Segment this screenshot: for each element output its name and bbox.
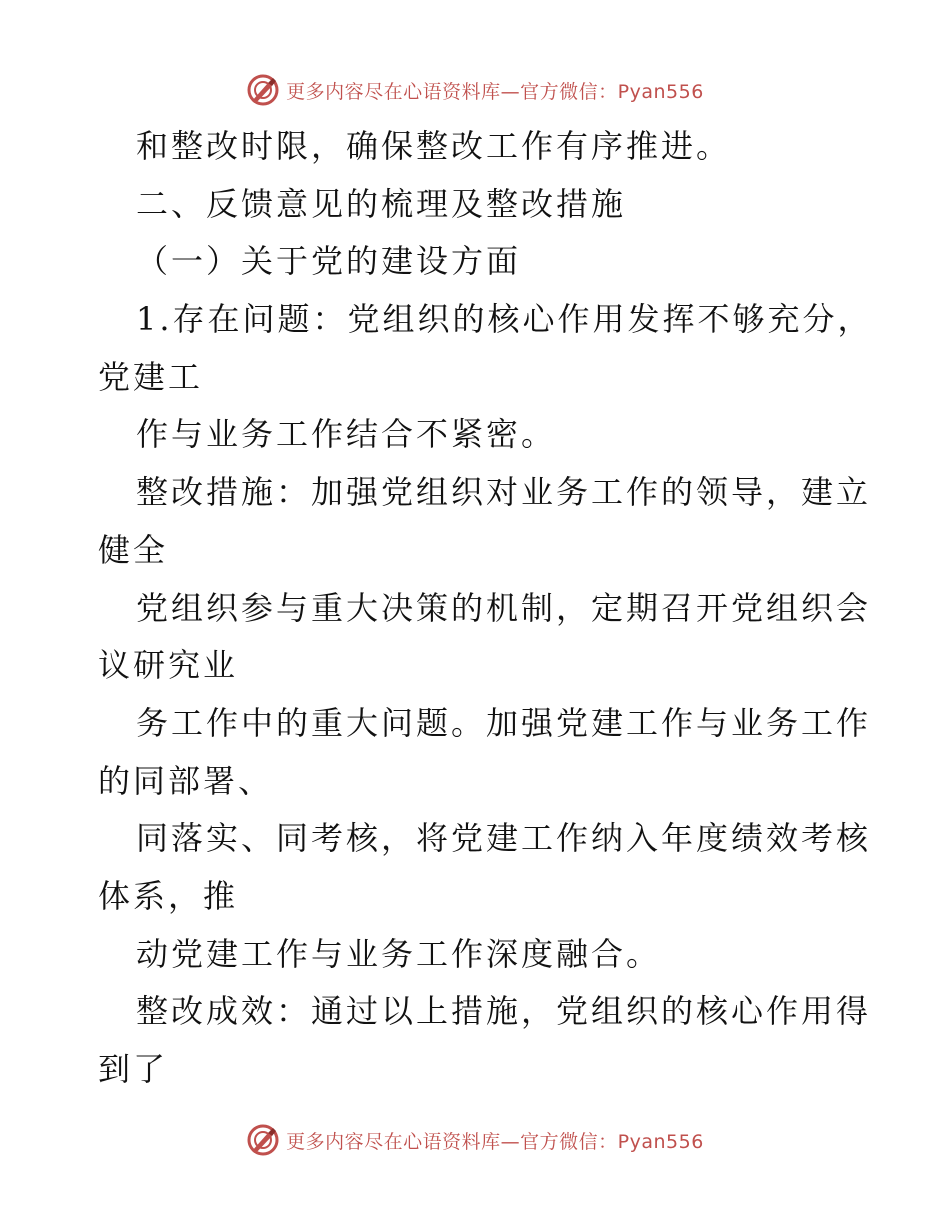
text-line: 健全 [98,530,169,569]
footer-watermark-banner [0,1120,950,1160]
text-line: 务工作中的重大问题。加强党建工作与业务工作 [136,703,872,742]
header-watermark-text: 更多内容尽在心语资料库—官方微信：Pyan556 [286,80,704,103]
text-line: 党建工 [98,357,204,396]
text-line: 作与业务工作结合不紧密。 [136,415,557,454]
text-line: 动党建工作与业务工作深度融合。 [136,934,662,973]
text-line: 的同部署、 [98,761,274,800]
header-watermark-banner [0,70,950,110]
text-line: 到了 [98,1050,169,1088]
text-line: （一）关于党的建设方面 [136,242,522,281]
text-line: 和整改时限，确保整改工作有序推进。 [136,127,732,165]
document-body [98,118,873,1099]
footer-watermark-text: 更多内容尽在心语资料库—官方微信：Pyan556 [286,1130,704,1153]
text-line: 党组织参与重大决策的机制，定期召开党组织会 [136,588,872,627]
pen-logo-icon [246,73,280,107]
text-line: 同落实、同考核，将党建工作纳入年度绩效考核 [136,819,872,858]
text-line: 体系，推 [98,876,239,915]
text-line: 二、反馈意见的梳理及整改措施 [136,184,627,223]
text-line: 议研究业 [98,646,239,685]
text-line: 1.存在问题：党组织的核心作用发挥不够充分， [136,300,873,339]
text-line: 整改措施：加强党组织对业务工作的领导，建立 [136,473,872,512]
text-line: 整改成效：通过以上措施，党组织的核心作用得 [136,992,872,1031]
pen-logo-icon [246,1123,280,1157]
